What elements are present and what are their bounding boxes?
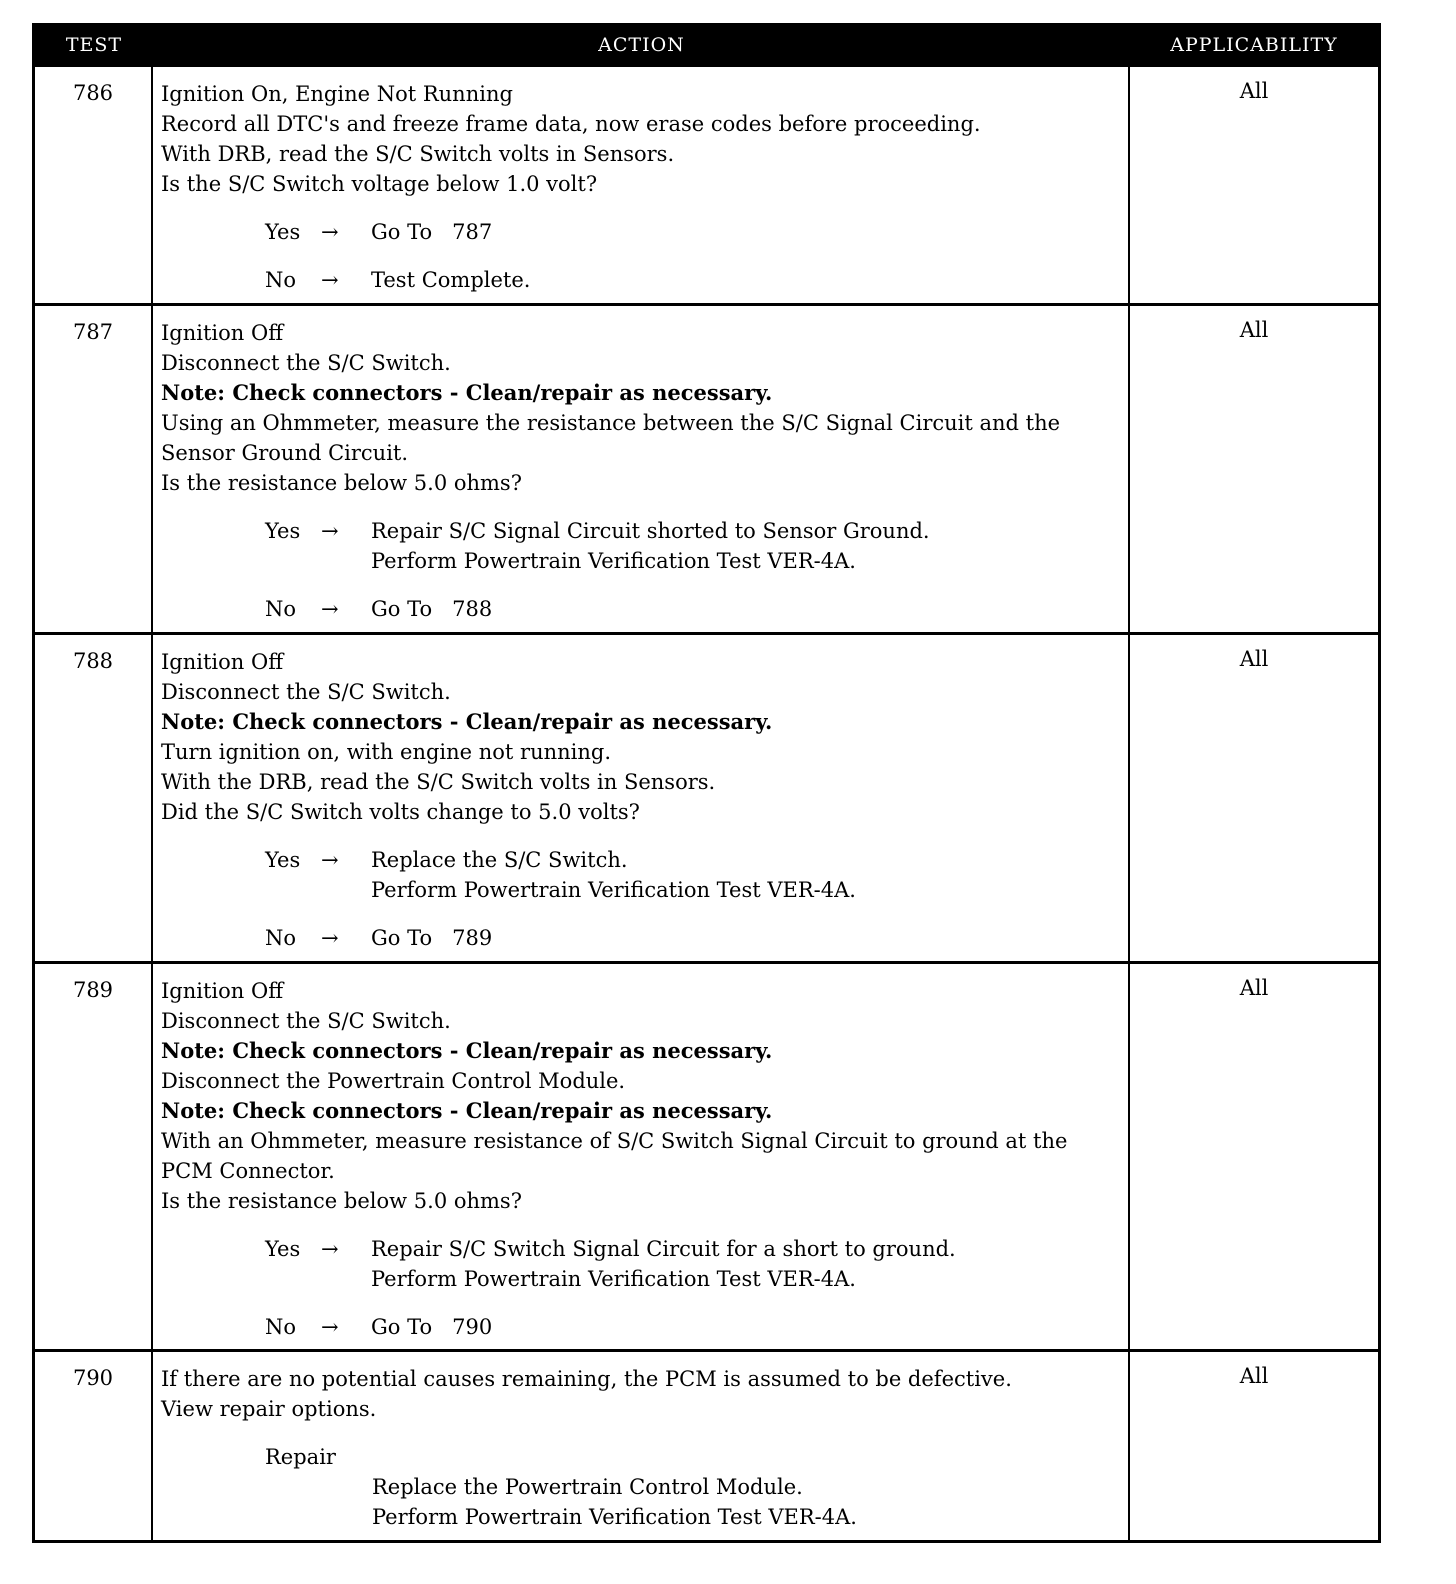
no-result bbox=[265, 1312, 1128, 1342]
arrow-icon: → bbox=[321, 1237, 339, 1261]
test-number: 788 bbox=[35, 635, 153, 961]
note-line: Note: Check connectors - Clean/repair as necessary. bbox=[161, 1038, 773, 1063]
note-line: Note: Check connectors - Clean/repair as necessary. bbox=[161, 380, 773, 405]
no-result bbox=[265, 594, 1128, 624]
result-text: Go To 789 bbox=[371, 926, 493, 950]
test-number: 786 bbox=[35, 67, 153, 303]
applicability-cell: All bbox=[1239, 1364, 1269, 1388]
action-line: Is the resistance below 5.0 ohms? bbox=[161, 471, 522, 495]
arrow-icon: → bbox=[321, 597, 339, 621]
repair-text: Replace the Powertrain Control Module. bbox=[372, 1475, 803, 1499]
yes-label: Yes bbox=[265, 519, 301, 543]
action-line: If there are no potential causes remaining, the PCM is assumed to be defective. bbox=[161, 1367, 1012, 1391]
action-cell bbox=[153, 635, 1130, 961]
action-line: Ignition On, Engine Not Running bbox=[161, 82, 513, 106]
table-row bbox=[35, 961, 1378, 1349]
result-text: Perform Powertrain Verification Test VER-4A. bbox=[371, 1267, 856, 1291]
action-line: With the DRB, read the S/C Switch volts in Sensors. bbox=[161, 770, 716, 794]
no-result bbox=[265, 265, 1128, 295]
no-label: No bbox=[265, 926, 297, 950]
yes-label: Yes bbox=[265, 848, 301, 872]
action-line: Disconnect the Powertrain Control Module. bbox=[161, 1069, 626, 1093]
yes-result bbox=[265, 217, 1128, 247]
no-label: No bbox=[265, 1315, 297, 1339]
action-line: Did the S/C Switch volts change to 5.0 volts? bbox=[161, 800, 640, 824]
action-cell bbox=[153, 306, 1130, 632]
test-number: 789 bbox=[35, 964, 153, 1349]
yes-label: Yes bbox=[265, 1237, 301, 1261]
result-text: Test Complete. bbox=[371, 268, 531, 292]
no-label: No bbox=[265, 268, 297, 292]
table-row bbox=[35, 303, 1378, 632]
action-line: With DRB, read the S/C Switch volts in Sensors. bbox=[161, 142, 675, 166]
action-cell bbox=[153, 67, 1130, 303]
note-line: Note: Check connectors - Clean/repair as necessary. bbox=[161, 709, 773, 734]
action-line: PCM Connector. bbox=[161, 1159, 335, 1183]
action-line: Disconnect the S/C Switch. bbox=[161, 351, 451, 375]
header-applicability: APPLICABILITY bbox=[1170, 34, 1338, 56]
yes-result bbox=[265, 516, 1128, 576]
arrow-icon: → bbox=[321, 926, 339, 950]
result-text: Perform Powertrain Verification Test VER-4A. bbox=[371, 878, 856, 902]
test-number: 787 bbox=[35, 306, 153, 632]
result-text: Go To 788 bbox=[371, 597, 493, 621]
yes-label: Yes bbox=[265, 220, 301, 244]
applicability-cell: All bbox=[1239, 647, 1269, 671]
header-test: TEST bbox=[65, 34, 123, 56]
action-line: Using an Ohmmeter, measure the resistance between the S/C Signal Circuit and the bbox=[161, 411, 1061, 435]
yes-result bbox=[265, 1234, 1128, 1294]
action-line: Is the S/C Switch voltage below 1.0 volt? bbox=[161, 172, 598, 196]
action-line: Ignition Off bbox=[161, 979, 284, 1003]
action-line: Record all DTC's and freeze frame data, now erase codes before proceeding. bbox=[161, 112, 981, 136]
diagnostic-test-table bbox=[32, 23, 1381, 1543]
action-line: View repair options. bbox=[161, 1397, 377, 1421]
table-row bbox=[35, 632, 1378, 961]
arrow-icon: → bbox=[321, 848, 339, 872]
action-line: Sensor Ground Circuit. bbox=[161, 441, 409, 465]
result-text: Replace the S/C Switch. bbox=[371, 848, 628, 872]
result-text: Repair S/C Signal Circuit shorted to Sensor Ground. bbox=[371, 519, 930, 543]
table-row bbox=[35, 1349, 1378, 1540]
applicability-cell: All bbox=[1239, 976, 1269, 1000]
table-header bbox=[35, 26, 1378, 64]
applicability-cell: All bbox=[1239, 79, 1269, 103]
action-line: Ignition Off bbox=[161, 321, 284, 345]
arrow-icon: → bbox=[321, 519, 339, 543]
note-line: Note: Check connectors - Clean/repair as necessary. bbox=[161, 1098, 773, 1123]
result-text: Perform Powertrain Verification Test VER-4A. bbox=[371, 549, 856, 573]
action-line: Disconnect the S/C Switch. bbox=[161, 680, 451, 704]
action-line: Disconnect the S/C Switch. bbox=[161, 1009, 451, 1033]
table-row bbox=[35, 64, 1378, 303]
no-result bbox=[265, 923, 1128, 953]
arrow-icon: → bbox=[321, 268, 339, 292]
arrow-icon: → bbox=[321, 220, 339, 244]
action-line: Turn ignition on, with engine not running. bbox=[161, 740, 612, 764]
result-text: Go To 790 bbox=[371, 1315, 493, 1339]
repair-label: Repair bbox=[265, 1445, 336, 1469]
result-text: Repair S/C Switch Signal Circuit for a short to ground. bbox=[371, 1237, 956, 1261]
action-line: With an Ohmmeter, measure resistance of S/C Switch Signal Circuit to ground at the bbox=[161, 1129, 1068, 1153]
action-line: Ignition Off bbox=[161, 650, 284, 674]
action-cell bbox=[153, 964, 1130, 1349]
action-line: Is the resistance below 5.0 ohms? bbox=[161, 1189, 522, 1213]
yes-result bbox=[265, 845, 1128, 905]
arrow-icon: → bbox=[321, 1315, 339, 1339]
no-label: No bbox=[265, 597, 297, 621]
header-action: ACTION bbox=[598, 34, 685, 56]
applicability-cell: All bbox=[1239, 318, 1269, 342]
action-cell bbox=[153, 1352, 1130, 1540]
test-number: 790 bbox=[35, 1352, 153, 1540]
repair-text: Perform Powertrain Verification Test VER-4A. bbox=[372, 1505, 857, 1529]
result-text: Go To 787 bbox=[371, 220, 493, 244]
